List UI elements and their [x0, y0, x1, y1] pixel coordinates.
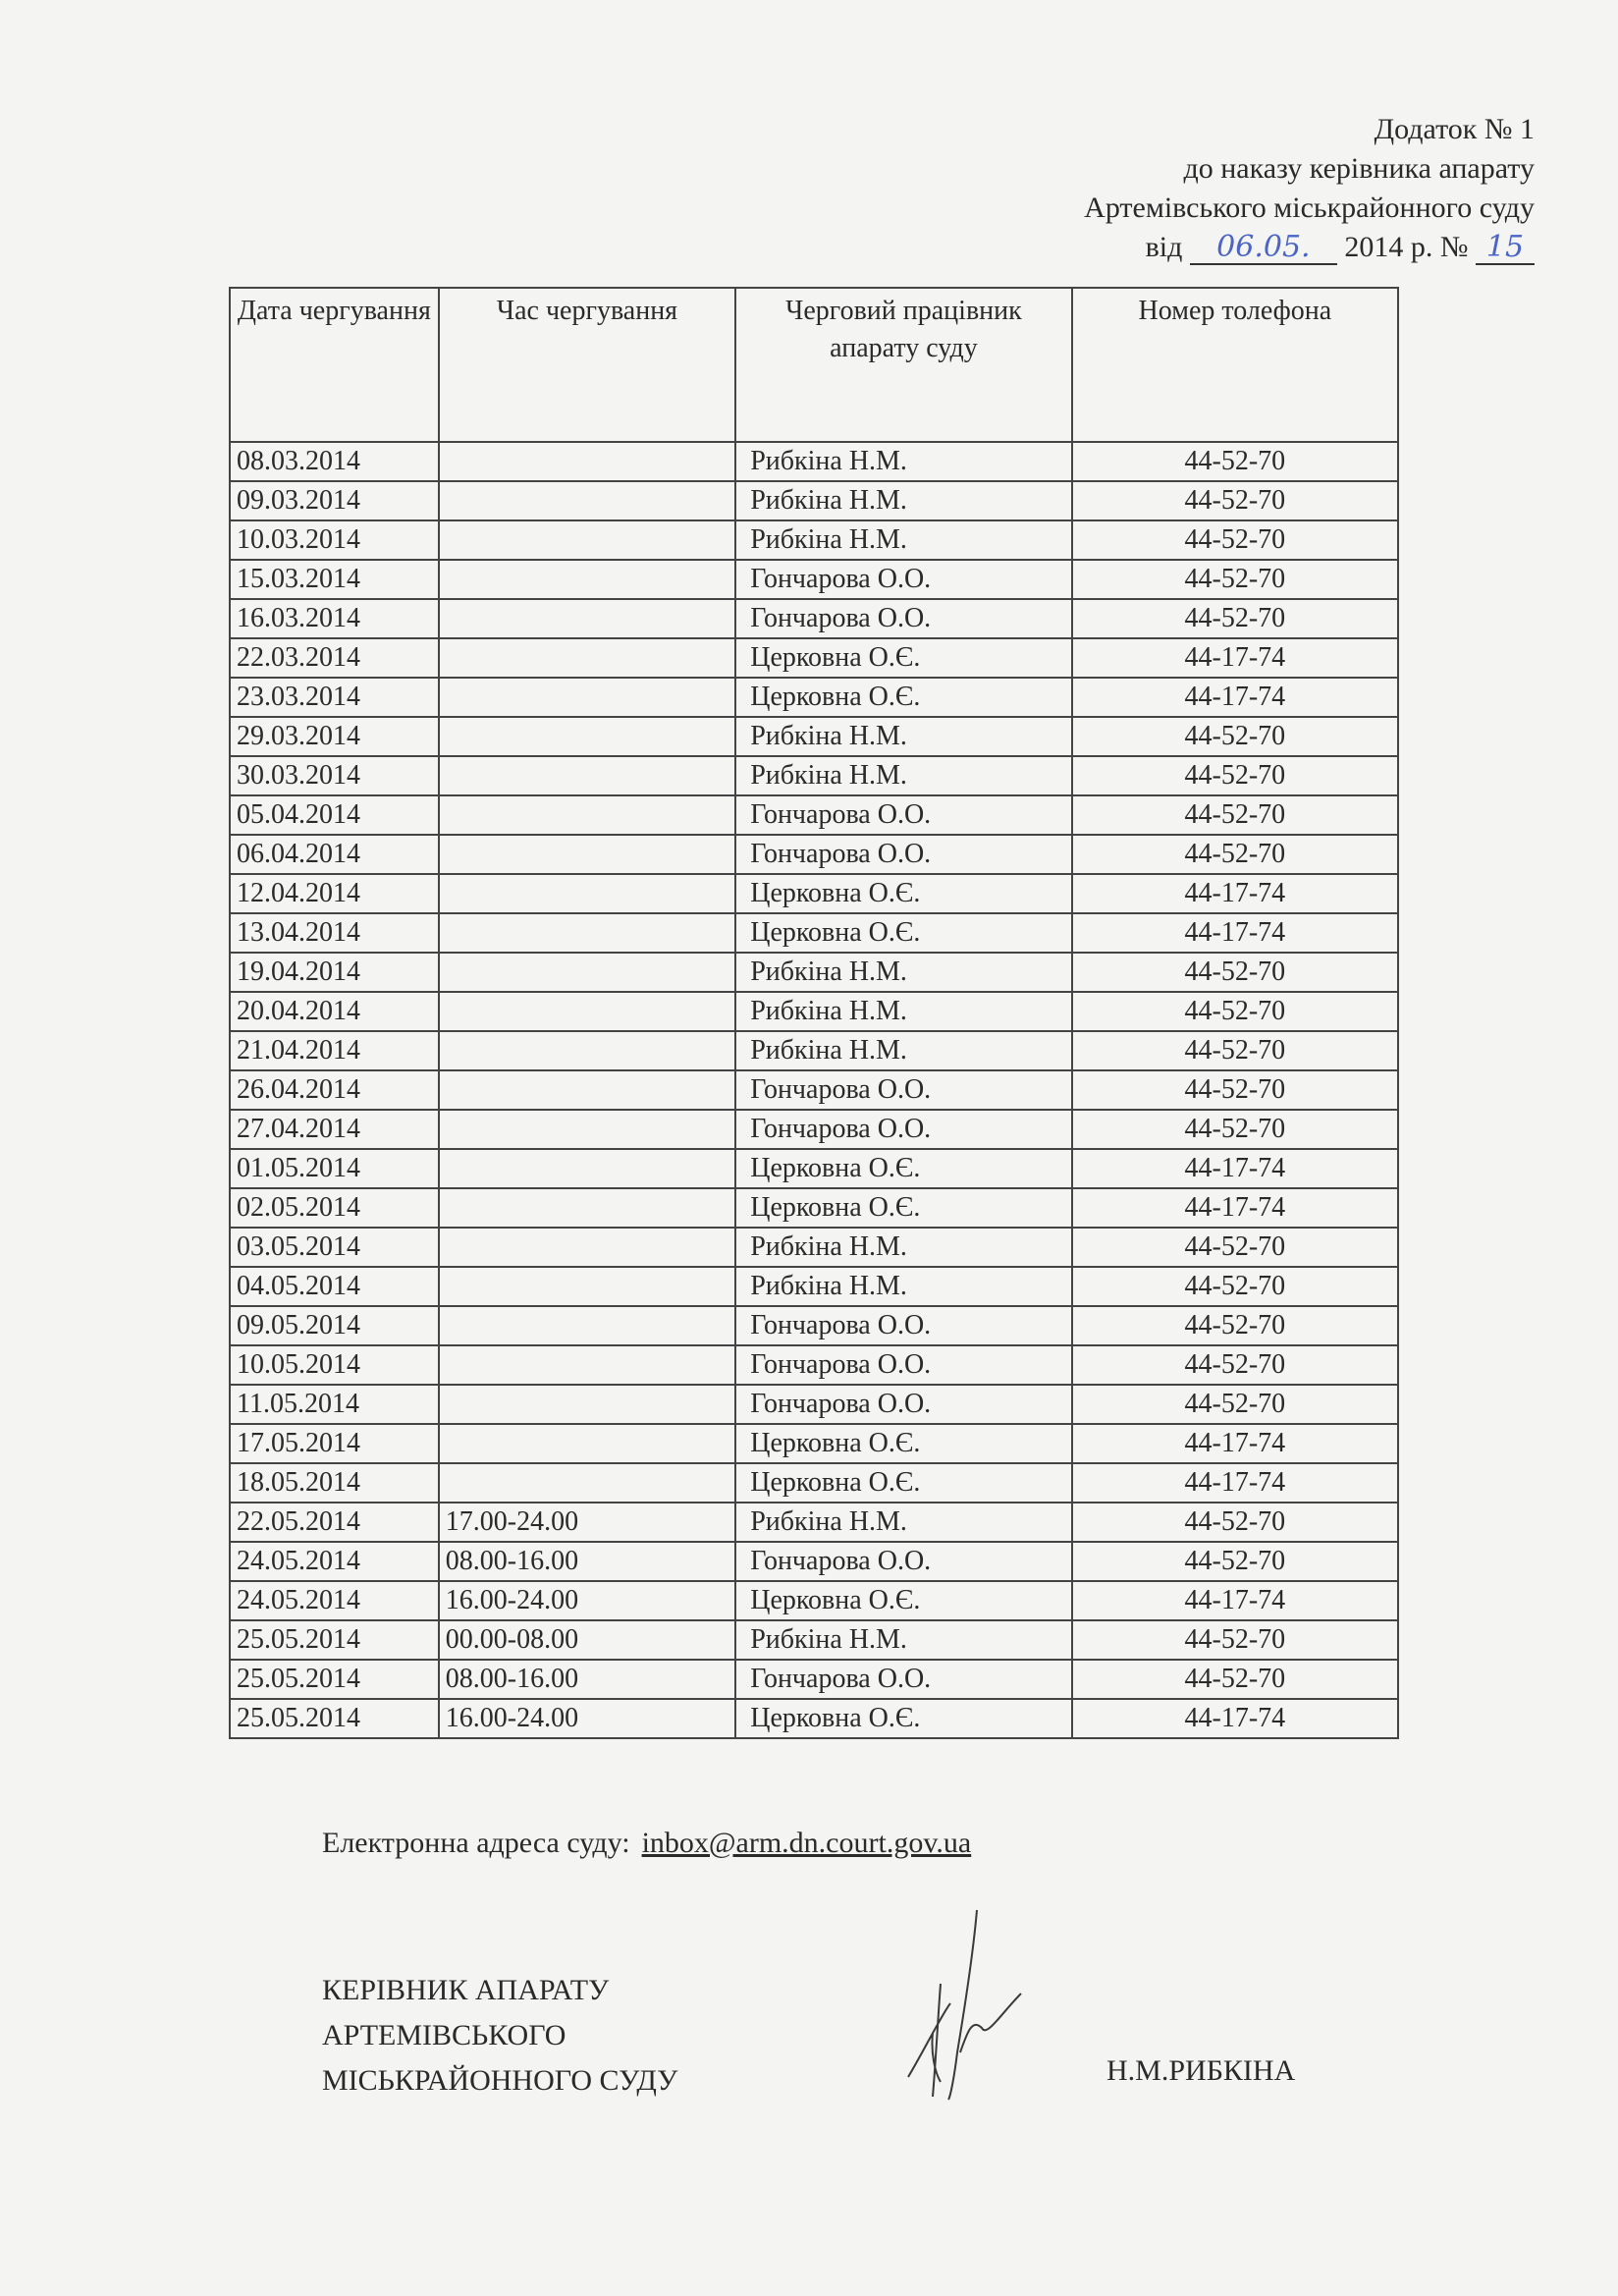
handwritten-order-number: 15	[1476, 230, 1535, 265]
table-row	[230, 1110, 1398, 1149]
cell-employee: Гончарова О.О.	[735, 1070, 1072, 1110]
cell-time: 00.00-08.00	[439, 1620, 735, 1660]
cell-time	[439, 1306, 735, 1345]
cell-phone: 44-17-74	[1072, 1188, 1398, 1228]
cell-employee: Рибкіна Н.М.	[735, 953, 1072, 992]
table-row	[230, 1306, 1398, 1345]
cell-time	[439, 678, 735, 717]
cell-time	[439, 520, 735, 560]
order-date-line: від 06.05. 2014 р. № 15	[1084, 228, 1535, 267]
cell-time: 16.00-24.00	[439, 1699, 735, 1738]
cell-date: 15.03.2014	[230, 560, 439, 599]
cell-employee: Рибкіна Н.М.	[735, 520, 1072, 560]
cell-phone: 44-17-74	[1072, 913, 1398, 953]
cell-date: 20.04.2014	[230, 992, 439, 1031]
cell-employee: Гончарова О.О.	[735, 1306, 1072, 1345]
table-row	[230, 599, 1398, 638]
column-header-employee: Черговий працівник апарату суду	[735, 288, 1072, 442]
cell-employee: Церковна О.Є.	[735, 678, 1072, 717]
column-header-time: Час чергування	[439, 288, 735, 442]
cell-time	[439, 1149, 735, 1188]
cell-employee: Рибкіна Н.М.	[735, 1620, 1072, 1660]
cell-date: 25.05.2014	[230, 1660, 439, 1699]
table-row	[230, 1581, 1398, 1620]
cell-phone: 44-52-70	[1072, 1345, 1398, 1385]
cell-phone: 44-17-74	[1072, 1463, 1398, 1503]
cell-phone: 44-52-70	[1072, 835, 1398, 874]
cell-employee: Рибкіна Н.М.	[735, 717, 1072, 756]
cell-phone: 44-52-70	[1072, 1620, 1398, 1660]
cell-date: 18.05.2014	[230, 1463, 439, 1503]
cell-employee: Гончарова О.О.	[735, 795, 1072, 835]
cell-time: 08.00-16.00	[439, 1542, 735, 1581]
cell-phone: 44-52-70	[1072, 560, 1398, 599]
table-row	[230, 1424, 1398, 1463]
appendix-header	[1084, 110, 1535, 267]
cell-phone: 44-17-74	[1072, 1149, 1398, 1188]
court-email-line	[322, 1825, 971, 1862]
cell-employee: Гончарова О.О.	[735, 835, 1072, 874]
cell-employee: Рибкіна Н.М.	[735, 1031, 1072, 1070]
cell-date: 26.04.2014	[230, 1070, 439, 1110]
cell-date: 22.03.2014	[230, 638, 439, 678]
table-row	[230, 1660, 1398, 1699]
cell-phone: 44-52-70	[1072, 756, 1398, 795]
cell-time	[439, 795, 735, 835]
table-row	[230, 913, 1398, 953]
cell-date: 06.04.2014	[230, 835, 439, 874]
cell-phone: 44-17-74	[1072, 678, 1398, 717]
cell-time: 08.00-16.00	[439, 1660, 735, 1699]
handwritten-date: 06.05.	[1190, 230, 1337, 265]
table-row	[230, 442, 1398, 481]
cell-date: 25.05.2014	[230, 1620, 439, 1660]
cell-date: 17.05.2014	[230, 1424, 439, 1463]
cell-date: 03.05.2014	[230, 1228, 439, 1267]
table-row	[230, 678, 1398, 717]
cell-employee: Церковна О.Є.	[735, 1149, 1072, 1188]
cell-employee: Рибкіна Н.М.	[735, 1503, 1072, 1542]
table-row	[230, 756, 1398, 795]
cell-time	[439, 1110, 735, 1149]
duty-schedule-table	[229, 287, 1399, 1739]
cell-time	[439, 442, 735, 481]
cell-date: 24.05.2014	[230, 1581, 439, 1620]
cell-phone: 44-17-74	[1072, 1699, 1398, 1738]
table-row	[230, 1267, 1398, 1306]
cell-phone: 44-52-70	[1072, 992, 1398, 1031]
cell-phone: 44-17-74	[1072, 1581, 1398, 1620]
cell-phone: 44-52-70	[1072, 717, 1398, 756]
cell-employee: Церковна О.Є.	[735, 1463, 1072, 1503]
cell-time	[439, 756, 735, 795]
appendix-number: Додаток № 1	[1374, 113, 1535, 145]
cell-date: 02.05.2014	[230, 1188, 439, 1228]
cell-employee: Гончарова О.О.	[735, 560, 1072, 599]
table-row	[230, 1031, 1398, 1070]
cell-employee: Гончарова О.О.	[735, 1345, 1072, 1385]
cell-date: 16.03.2014	[230, 599, 439, 638]
cell-date: 24.05.2014	[230, 1542, 439, 1581]
cell-phone: 44-52-70	[1072, 599, 1398, 638]
cell-phone: 44-52-70	[1072, 1110, 1398, 1149]
cell-phone: 44-52-70	[1072, 481, 1398, 520]
table-row	[230, 1345, 1398, 1385]
table-row	[230, 835, 1398, 874]
table-row	[230, 1503, 1398, 1542]
cell-phone: 44-52-70	[1072, 442, 1398, 481]
cell-phone: 44-52-70	[1072, 1070, 1398, 1110]
cell-date: 13.04.2014	[230, 913, 439, 953]
cell-phone: 44-52-70	[1072, 795, 1398, 835]
cell-time	[439, 599, 735, 638]
column-header-date: Дата чергування	[230, 288, 439, 442]
cell-phone: 44-52-70	[1072, 953, 1398, 992]
cell-date: 04.05.2014	[230, 1267, 439, 1306]
cell-date: 19.04.2014	[230, 953, 439, 992]
cell-date: 11.05.2014	[230, 1385, 439, 1424]
order-reference: до наказу керівника апарату	[1183, 152, 1535, 185]
cell-time	[439, 1345, 735, 1385]
cell-phone: 44-52-70	[1072, 520, 1398, 560]
cell-employee: Гончарова О.О.	[735, 1110, 1072, 1149]
cell-date: 05.04.2014	[230, 795, 439, 835]
cell-employee: Гончарова О.О.	[735, 1660, 1072, 1699]
cell-employee: Рибкіна Н.М.	[735, 442, 1072, 481]
cell-time	[439, 1463, 735, 1503]
cell-time	[439, 1031, 735, 1070]
cell-time	[439, 1228, 735, 1267]
cell-date: 12.04.2014	[230, 874, 439, 913]
table-row	[230, 717, 1398, 756]
cell-employee: Рибкіна Н.М.	[735, 1267, 1072, 1306]
cell-phone: 44-52-70	[1072, 1031, 1398, 1070]
cell-time	[439, 638, 735, 678]
signature-icon	[864, 1905, 1031, 2102]
table-row	[230, 1699, 1398, 1738]
cell-date: 10.03.2014	[230, 520, 439, 560]
cell-phone: 44-52-70	[1072, 1542, 1398, 1581]
cell-employee: Церковна О.Є.	[735, 638, 1072, 678]
table-row	[230, 481, 1398, 520]
cell-employee: Церковна О.Є.	[735, 1424, 1072, 1463]
cell-date: 10.05.2014	[230, 1345, 439, 1385]
signer-name: Н.М.РИБКІНА	[1106, 2054, 1296, 2087]
cell-phone: 44-52-70	[1072, 1660, 1398, 1699]
cell-time: 17.00-24.00	[439, 1503, 735, 1542]
cell-phone: 44-52-70	[1072, 1503, 1398, 1542]
table-row	[230, 953, 1398, 992]
cell-time	[439, 1385, 735, 1424]
cell-employee: Гончарова О.О.	[735, 599, 1072, 638]
cell-date: 01.05.2014	[230, 1149, 439, 1188]
cell-phone: 44-52-70	[1072, 1228, 1398, 1267]
cell-date: 22.05.2014	[230, 1503, 439, 1542]
cell-phone: 44-52-70	[1072, 1306, 1398, 1345]
table-row	[230, 1385, 1398, 1424]
table-row	[230, 1620, 1398, 1660]
cell-employee: Церковна О.Є.	[735, 1581, 1072, 1620]
cell-phone: 44-17-74	[1072, 1424, 1398, 1463]
table-row	[230, 795, 1398, 835]
cell-employee: Церковна О.Є.	[735, 874, 1072, 913]
cell-time	[439, 835, 735, 874]
column-header-phone: Номер толефона	[1072, 288, 1398, 442]
table-row	[230, 1228, 1398, 1267]
cell-time	[439, 1188, 735, 1228]
cell-date: 25.05.2014	[230, 1699, 439, 1738]
cell-time	[439, 560, 735, 599]
cell-employee: Церковна О.Є.	[735, 1699, 1072, 1738]
cell-phone: 44-17-74	[1072, 638, 1398, 678]
cell-time	[439, 1424, 735, 1463]
cell-date: 09.03.2014	[230, 481, 439, 520]
table-row	[230, 560, 1398, 599]
cell-date: 29.03.2014	[230, 717, 439, 756]
table-row	[230, 992, 1398, 1031]
cell-date: 30.03.2014	[230, 756, 439, 795]
cell-date: 21.04.2014	[230, 1031, 439, 1070]
cell-time	[439, 1070, 735, 1110]
table-row	[230, 874, 1398, 913]
cell-time	[439, 717, 735, 756]
email-label: Електронна адреса суду:	[322, 1827, 630, 1859]
cell-date: 09.05.2014	[230, 1306, 439, 1345]
cell-phone: 44-52-70	[1072, 1385, 1398, 1424]
table-row	[230, 638, 1398, 678]
email-link[interactable]: inbox@arm.dn.court.gov.ua	[641, 1827, 972, 1859]
cell-employee: Рибкіна Н.М.	[735, 992, 1072, 1031]
cell-employee: Церковна О.Є.	[735, 1188, 1072, 1228]
cell-phone: 44-17-74	[1072, 874, 1398, 913]
cell-date: 08.03.2014	[230, 442, 439, 481]
cell-time	[439, 992, 735, 1031]
cell-employee: Гончарова О.О.	[735, 1542, 1072, 1581]
signer-title: КЕРІВНИК АПАРАТУ АРТЕМІВСЬКОГО МІСЬКРАЙОННОГО СУДУ	[322, 1974, 678, 2097]
cell-time	[439, 953, 735, 992]
cell-employee: Рибкіна Н.М.	[735, 756, 1072, 795]
cell-employee: Рибкіна Н.М.	[735, 1228, 1072, 1267]
cell-date: 23.03.2014	[230, 678, 439, 717]
table-row	[230, 1542, 1398, 1581]
cell-time	[439, 1267, 735, 1306]
table-row	[230, 1188, 1398, 1228]
cell-phone: 44-52-70	[1072, 1267, 1398, 1306]
cell-time	[439, 481, 735, 520]
table-row	[230, 1149, 1398, 1188]
table-header-row	[230, 288, 1398, 442]
cell-time	[439, 913, 735, 953]
table-row	[230, 1070, 1398, 1110]
cell-date: 27.04.2014	[230, 1110, 439, 1149]
table-row	[230, 520, 1398, 560]
table-row	[230, 1463, 1398, 1503]
cell-time: 16.00-24.00	[439, 1581, 735, 1620]
cell-employee: Рибкіна Н.М.	[735, 481, 1072, 520]
cell-employee: Гончарова О.О.	[735, 1385, 1072, 1424]
court-name: Артемівського міськрайонного суду	[1084, 191, 1535, 224]
cell-employee: Церковна О.Є.	[735, 913, 1072, 953]
cell-time	[439, 874, 735, 913]
